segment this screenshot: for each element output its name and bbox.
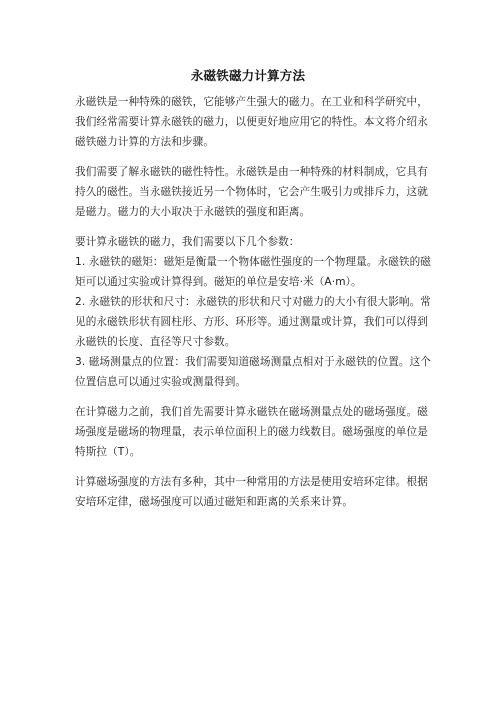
paragraph-field-strength: 在计算磁力之前，我们首先需要计算永磁铁在磁场测量点处的磁场强度。磁场强度是磁场的物理量，表示单位面积上的磁力线数目。磁场强度的单位是特斯拉（T）。: [75, 406, 428, 458]
paragraph-params-intro: 要计算永磁铁的磁力，我们需要以下几个参数：: [75, 236, 300, 248]
document-title: 永磁铁磁力计算方法: [190, 68, 306, 83]
list-item-shape-size: 2. 永磁铁的形状和尺寸：永磁铁的形状和尺寸对磁力的大小有很大影响。常见的永磁铁形状有圆柱形、方形、环形等。通过测量或计算，我们可以得到永磁铁的长度、直径等尺寸参数。: [75, 296, 431, 348]
paragraph-intro: 永磁铁是一种特殊的磁铁，它能够产生强大的磁力。在工业和科学研究中，我们经常需要计算永磁铁的磁力，以便更好地应用它的特性。本文将介绍永磁铁磁力计算的方法和步骤。: [75, 96, 428, 148]
document-body: [75, 92, 431, 522]
list-item-measurement-position: 3. 磁场测量点的位置：我们需要知道磁场测量点相对于永磁铁的位置。这个位置信息可以通过实验或测量得到。: [75, 356, 431, 388]
paragraph-ampere-law: 计算磁场强度的方法有多种，其中一种常用的方法是使用安培环定律。根据安培环定律，磁场强度可以通过磁矩和距离的关系来计算。: [75, 476, 428, 508]
paragraph-magnetic-properties: 我们需要了解永磁铁的磁性特性。永磁铁是由一种特殊的材料制成，它具有持久的磁性。当永磁铁接近另一个物体时，它会产生吸引力或排斥力，这就是磁力。磁力的大小取决于永磁铁的强度和距离。: [75, 166, 428, 218]
list-item-magnetic-moment: 1. 永磁铁的磁矩：磁矩是衡量一个物体磁性强度的一个物理量。永磁铁的磁矩可以通过实验或计算得到。磁矩的单位是安培·米（A·m）。: [75, 256, 431, 288]
